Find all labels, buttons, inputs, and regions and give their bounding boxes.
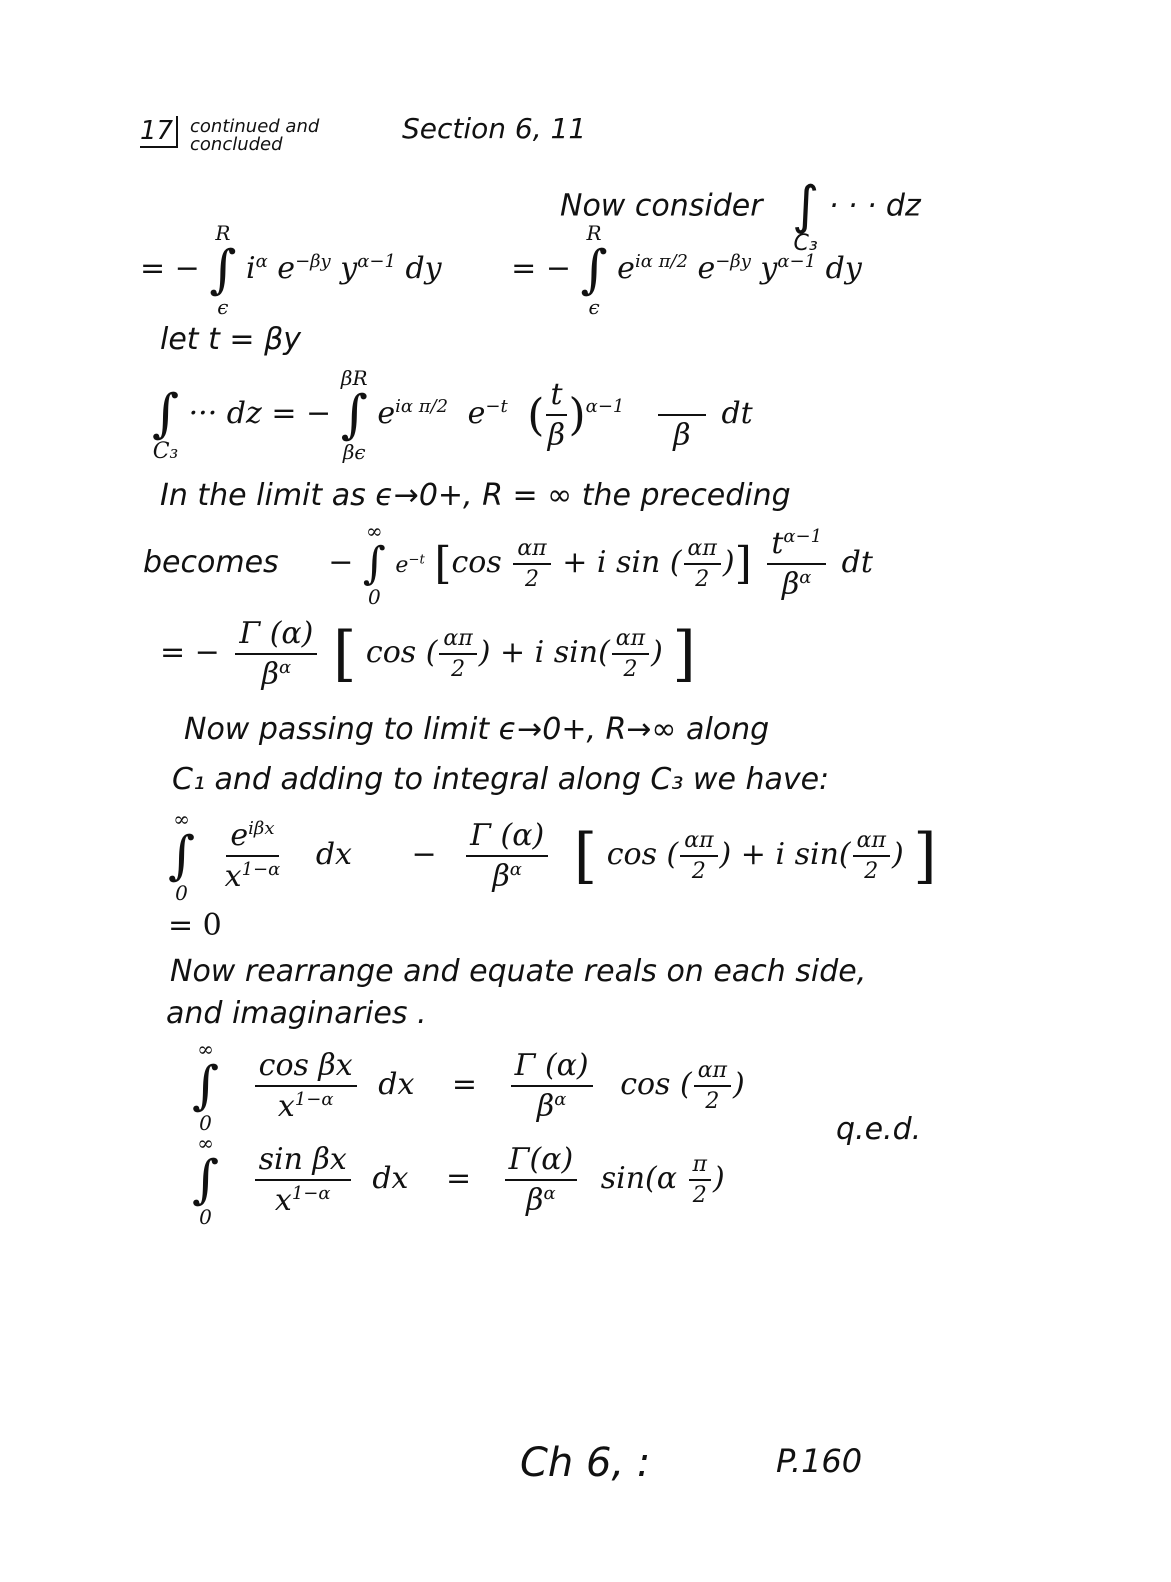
equation-5: ∞ ∫ 0 $\frac{e^{i\beta x}}{x^{1-\alpha}}$ dx − $\frac{\Gamma (\alpha)}{\beta^\alpha}$ [ cos ( $\frac{\alpha\pi}{2}$ ) + i sin( $\frac{\alpha\pi}{2}$ ) ]: [168, 807, 937, 905]
equation-5-result: = 0: [168, 908, 222, 943]
equation-4: = − $\frac{\Gamma (\alpha)}{\beta^\alpha}$ [ cos ( $\frac{\alpha\pi}{2}$ ) + i sin( $\frac{\alpha\pi}{2}$ ) ]: [160, 616, 696, 692]
passing-line-1: Now passing to limit ϵ→0+, R→∞ along: [184, 712, 770, 747]
footer-chapter: Ch 6, :: [520, 1440, 651, 1486]
substitution-line: let t = βy: [160, 322, 301, 357]
passing-line-2: C₁ and adding to integral along C₃ we have:: [172, 762, 830, 797]
section-label: Section 6, 11: [402, 112, 587, 145]
problem-number: 17: [140, 116, 178, 146]
rearrange-line-2: and imaginaries .: [166, 996, 427, 1031]
equation-6: ∞ ∫ 0 $\frac{\text{cos βx}}{x^{1-\alpha}}$ dx = $\frac{\Gamma (\alpha)}{\beta^\alpha}$ cos ( $\frac{\alpha\pi}{2}$ ): [192, 1037, 745, 1135]
now-consider-line: Now consider ∫ C₃ · · · dz: [560, 176, 921, 256]
qed-label: q.e.d.: [836, 1112, 922, 1147]
equation-1: = − R ∫ ϵ $i^\alpha$ $e^{-\beta y}$ $y^{\alpha-1}$ dy = − R ∫ ϵ $e^{i\alpha \pi/2}$ $e^{-\beta y}$ $y^{\alpha-1}$ dy: [140, 221, 862, 319]
limit-text-line-1: In the limit as ϵ→0+, R = ∞ the preceding: [160, 478, 791, 513]
footer-page: P.160: [776, 1442, 863, 1480]
equation-7: ∞ ∫ 0 $\frac{\text{sin βx}}{x^{1-\alpha}}$ dx = $\frac{\Gamma(\alpha)}{\beta^\alpha}$ sin(α $\frac{\pi}{2}$ ): [192, 1131, 725, 1229]
equation-2: ∫ C₃ ··· dz = − βR ∫ βϵ $e^{i\alpha \pi/2}$ $e^{-t}$ ( $\frac{t}{\beta}$ )$^{\alpha-1}$ β dt: [152, 366, 753, 465]
equation-3: becomes − ∞ ∫ 0 $e^{-t}$ [cos $\frac{\alpha\pi}{2}$ + i sin ( $\frac{\alpha\pi}{2}$ )] $\frac{t^{\alpha-1}}{\beta^\alpha}$ dt: [143, 519, 873, 609]
rearrange-line-1: Now rearrange and equate reals on each side,: [170, 954, 867, 989]
problem-note: continued and concluded: [190, 116, 320, 155]
